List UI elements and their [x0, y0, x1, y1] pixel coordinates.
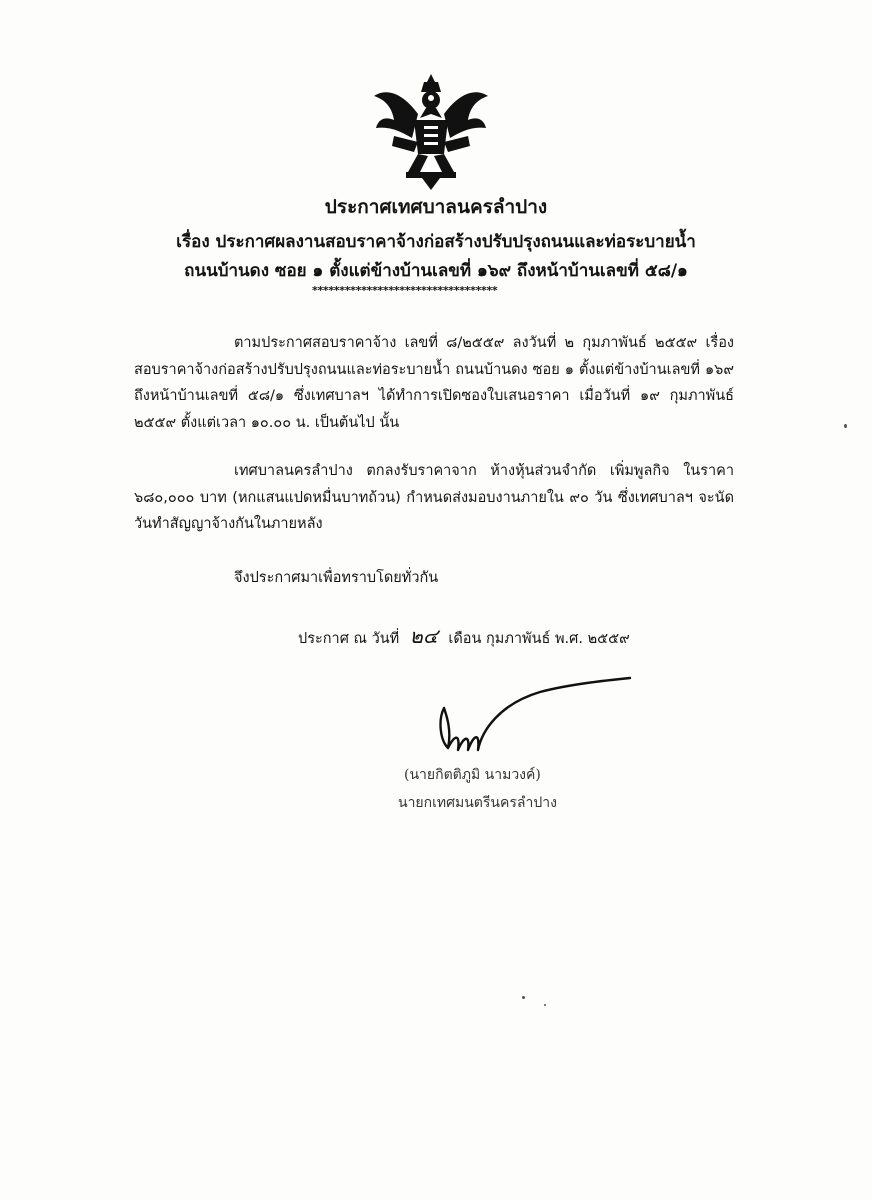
- body-paragraph-2: [134, 458, 734, 538]
- subject-line-2: ถนนบ้านดง ซอย ๑ ตั้งแต่ข้างบ้านเลขที่ ๑๖๙ ถึงหน้าบ้านเลขที่ ๕๘/๑: [184, 261, 688, 281]
- paragraph-1-text: ตามประกาศสอบราคาจ้าง เลขที่ ๘/๒๕๕๙ ลงวันที่ ๒ กุมภาพันธ์ ๒๕๕๙ เรื่อง สอบราคาจ้างก่อสร้างปรับปรุงถนนและท่อระบายน้ำ ถนนบ้านดง ซอย ๑ ตั้งแต่ข้างบ้านเลขที่ ๑๖๙ ถึงหน้าบ้านเลขที่ ๕๘/๑ ซึ่งเทศบาลฯ ได้ทำการเปิดซองใบเสนอราคา เมื่อวันที่ ๑๙ กุมภาพันธ์ ๒๕๕๙ ตั้งแต่เวลา ๑๐.๐๐ น. เป็นต้นไป นั้น: [134, 335, 734, 431]
- paragraph-2-text: เทศบาลนครลำปาง ตกลงรับราคาจาก ห้างหุ้นส่วนจำกัด เพิ่มพูลกิจ ในราคา ๖๘๐,๐๐๐ บาท (หกแสนแปดหมื่นบาทถ้วน) กำหนดส่งมอบงานภายใน ๙๐ วัน ซึ่งเทศบาลฯ จะนัดวันทำสัญญาจ้างกันในภายหลัง: [134, 463, 734, 532]
- body-paragraph-1: [134, 330, 734, 436]
- closing-statement: จึงประกาศมาเพื่อทราบโดยทั่วกัน: [234, 570, 439, 586]
- scan-speck: [522, 996, 525, 999]
- subject-line-1: เรื่อง ประกาศผลงานสอบราคาจ้างก่อสร้างปรับปรุงถนนและท่อระบายน้ำ: [176, 232, 696, 252]
- date-month-year: เดือน กุมภาพันธ์ พ.ศ. ๒๕๕๙: [448, 631, 630, 647]
- announcement-title: ประกาศเทศบาลนครลำปาง: [324, 196, 548, 218]
- separator-line: **********************************: [312, 284, 498, 297]
- scan-speck: [844, 424, 847, 428]
- date-prefix: ประกาศ ณ วันที่: [298, 631, 400, 647]
- announcement-date: [298, 620, 630, 652]
- scan-speck: [544, 1004, 546, 1006]
- garuda-emblem-icon: [372, 72, 490, 192]
- date-day-handwritten: ๒๔: [409, 624, 438, 648]
- signatory-name: (นายกิตติภูมิ นามวงค์): [404, 767, 541, 783]
- handwritten-signature: [430, 670, 640, 760]
- signatory-position: นายกเทศมนตรีนครลำปาง: [398, 795, 557, 811]
